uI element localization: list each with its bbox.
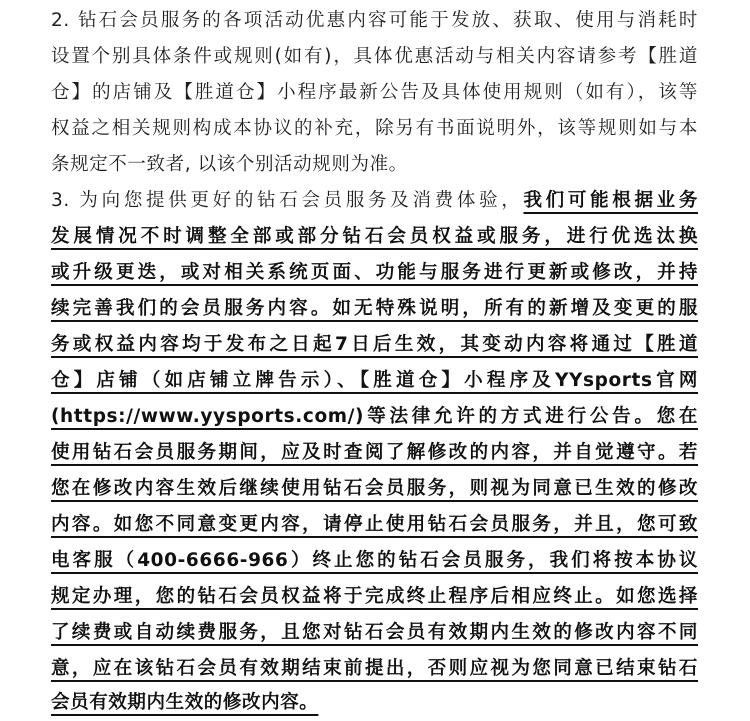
section-3-line-5: 务或权益内容均于发布之日起7日后生效，其变动内容将通过【胜道 — [51, 334, 698, 355]
section-3-line-14: 意，应在该钻石会员有效期结束前提出，否则应视为您同意已结束钻石 — [51, 658, 698, 679]
section-2-line-1: 2. 钻石会员服务的各项活动优惠内容可能于发放、获取、使用与消耗时 — [51, 10, 698, 31]
section-2-line-4: 权益之相关规则构成本协议的补充，除另有书面说明外，该等规则如与本 — [51, 118, 698, 139]
section-3-line-12: 规定办理，您的钻石会员权益将于完成终止程序后相应终止。如您选择 — [51, 586, 698, 607]
section-3-line-1 — [51, 182, 698, 219]
section-3-line-10: 内容。如您不同意变更内容，请停止使用钻石会员服务，并且，您可致 — [51, 514, 698, 535]
section-2-line-2: 设置个别具体条件或规则(如有)，具体优惠活动与相关内容请参考【胜道 — [51, 46, 698, 67]
section-3-line-3: 或升级更迭，或对相关系统页面、功能与服务进行更新或修改，并持 — [51, 262, 698, 283]
section-3-line-2: 发展情况不时调整全部或部分钻石会员权益或服务，进行优选汰换 — [51, 226, 698, 247]
section-3-line-7: (https://www.yysports.com/)等法律允许的方式进行公告。您在 — [51, 406, 698, 427]
section-3-line-11: 电客服（400-6666-966）终止您的钻石会员服务，我们将按本协议 — [51, 550, 698, 571]
section-3-line-6: 仓】店铺（如店铺立牌告示）、【胜道仓】小程序及YYsports官网 — [51, 370, 698, 391]
section-2-line-5: 条规定不一致者, 以该个别活动规则为准。 — [51, 154, 408, 175]
section-3-emphasis-start: 我们可能根据业务 — [523, 190, 698, 211]
section-2-line-3: 仓】的店铺及【胜道仓】小程序最新公告及具体使用规则（如有），该等 — [51, 82, 698, 103]
section-3-line-9: 您在修改内容生效后继续使用钻石会员服务，则视为同意已生效的修改 — [51, 478, 698, 499]
section-3-line-15: 会员有效期内生效的修改内容。 — [51, 692, 319, 713]
section-3-line-4: 续完善我们的会员服务内容。如无特殊说明，所有的新增及变更的服 — [51, 298, 698, 319]
section-3-line-8: 使用钻石会员服务期间，应及时查阅了解修改的内容，并自觉遵守。若 — [51, 442, 698, 463]
section-3-intro-text: 3. 为向您提供更好的钻石会员服务及消费体验， — [51, 190, 524, 211]
section-3-line-13: 了续费或自动续费服务，且您对钻石会员有效期内生效的修改内容不同 — [51, 622, 698, 643]
